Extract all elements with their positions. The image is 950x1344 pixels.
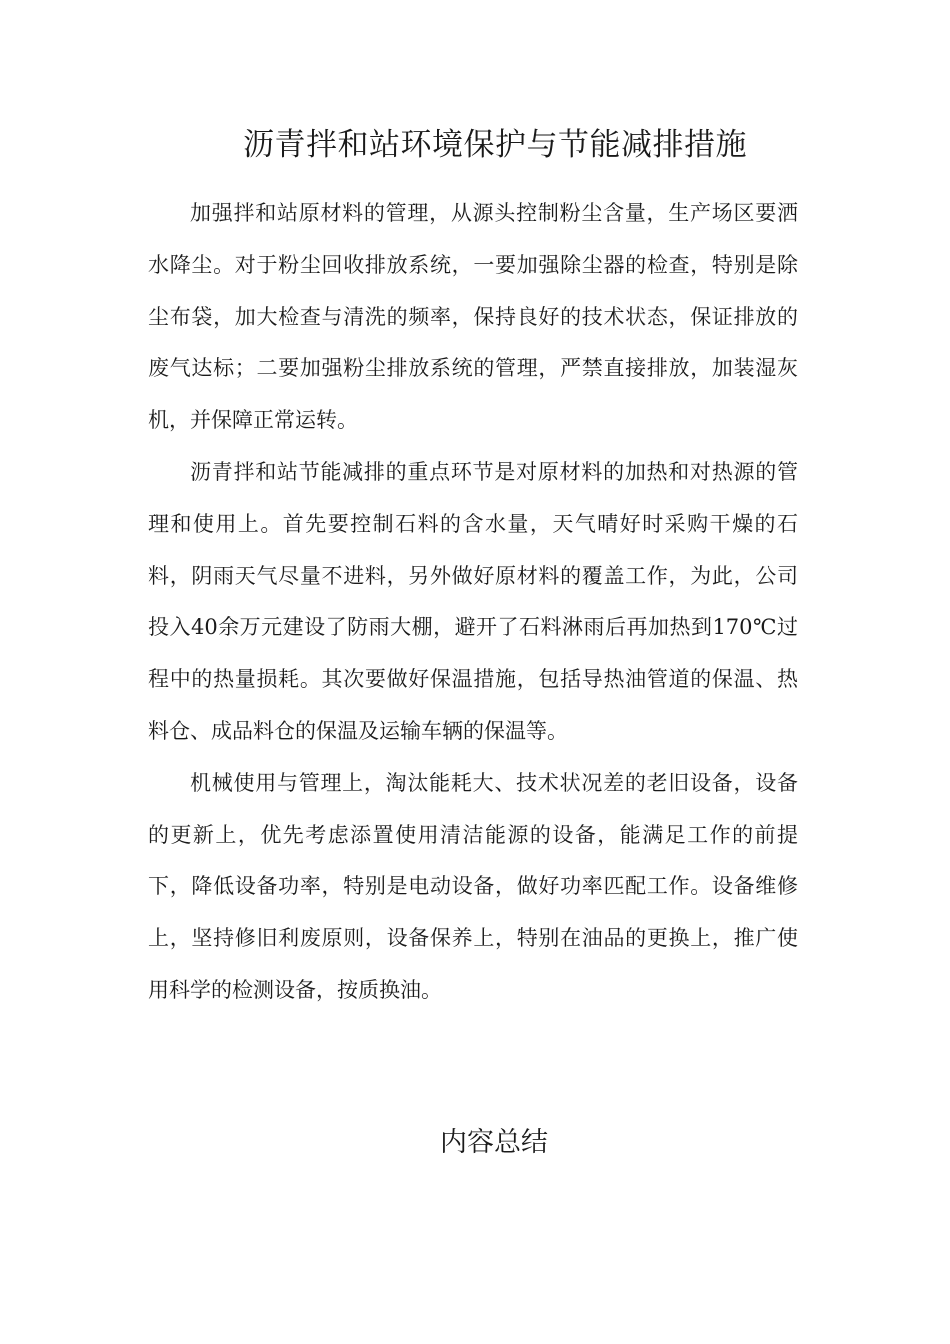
document-title: 沥青拌和站环境保护与节能减排措施 [243,127,747,163]
summary-heading: 内容总结 [440,1127,548,1158]
paragraph-energy-saving: 沥青拌和站节能减排的重点环节是对原材料的加热和对热源的管理和使用上。首先要控制石料的含水量，天气晴好时采购干燥的石料，阴雨天气尽量不进料，另外做好原材料的覆盖工作，为此，公司投入40余万元建设了防雨大棚，避开了石料淋雨后再加热到170℃过程中的热量损耗。其次要做好保温措施，包括导热油管道的保温、热料仓、成品料仓的保温及运输车辆的保温等。 [148,459,798,743]
document-body [148,188,798,1017]
paragraph-dust-control: 加强拌和站原材料的管理，从源头控制粉尘含量，生产场区要洒水降尘。对于粉尘回收排放系统，一要加强除尘器的检查，特别是除尘布袋，加大检查与清洗的频率，保持良好的技术状态，保证排放的废气达标；二要加强粉尘排放系统的管理，严禁直接排放，加装湿灰机，并保障正常运转。 [148,201,798,433]
paragraph-equipment-management: 机械使用与管理上，淘汰能耗大、技术状况差的老旧设备，设备的更新上，优先考虑添置使用清洁能源的设备，能满足工作的前提下，降低设备功率，特别是电动设备，做好功率匹配工作。设备维修上，坚持修旧利废原则，设备保养上，特别在油品的更换上，推广使用科学的检测设备，按质换油。 [148,770,798,1002]
